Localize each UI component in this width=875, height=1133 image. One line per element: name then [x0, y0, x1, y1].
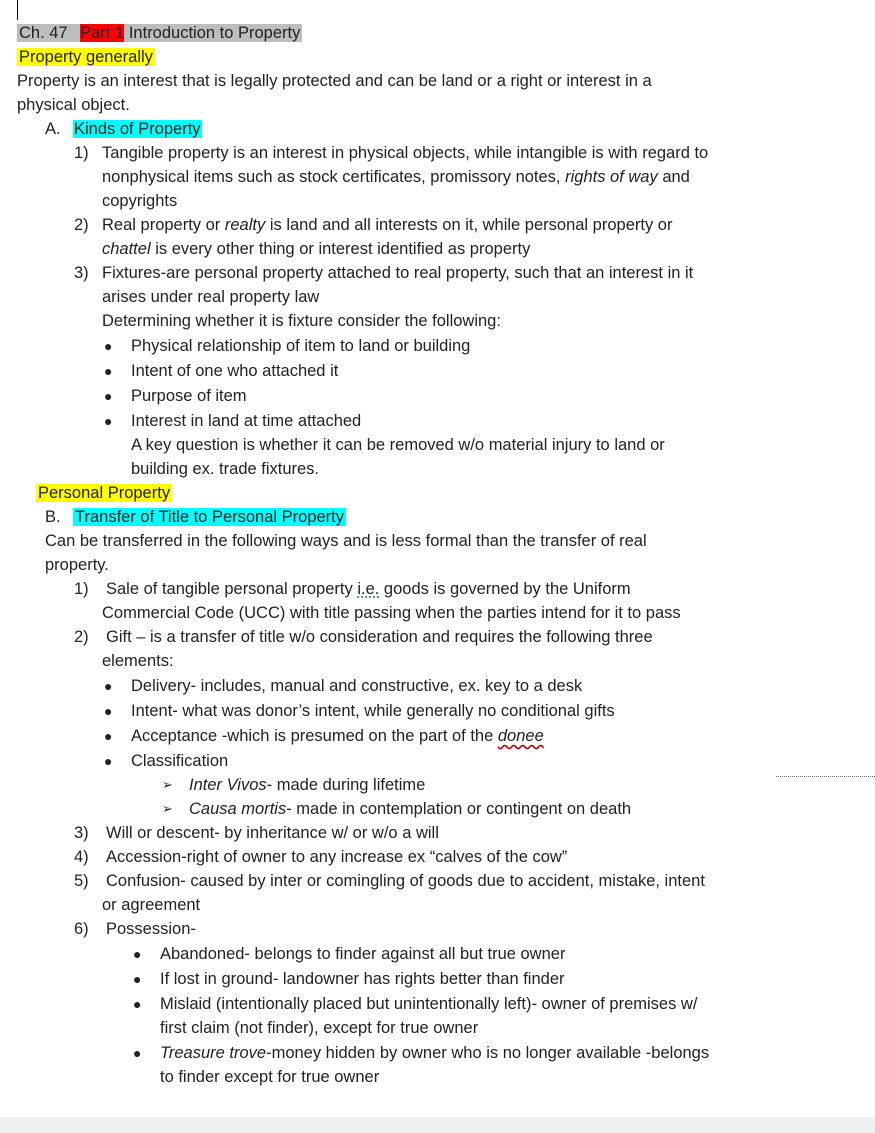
page-break-marker [776, 776, 875, 777]
key-question-line-2: building ex. trade fixtures. [131, 460, 320, 478]
bullet-icon: ● [104, 678, 113, 694]
arrow-bullet-icon: ➢ [162, 801, 173, 816]
fixture-factor: Purpose of item [131, 387, 247, 405]
text-cursor [17, 0, 18, 20]
confusion-line-2: or agreement [102, 896, 201, 914]
gift-element-intent: Intent- what was donor’s intent, while generally no conditional gifts [131, 702, 615, 720]
fixtures-line-1: Fixtures-are personal property attached to real property, such that an interest in it [102, 264, 694, 282]
possession: Possession- [106, 920, 196, 938]
bullet-icon: ● [104, 363, 113, 379]
transfer-intro-line-2: property. [45, 556, 109, 574]
classification-causa-mortis: Causa mortis- made in contemplation or contingent on death [189, 800, 632, 818]
bullet-icon: ● [104, 753, 113, 769]
possession-mislaid-line-1: Mislaid (intentionally placed but unintentionally left)- owner of premises w/ [160, 995, 698, 1013]
intro-text-line-1: Property is an interest that is legally protected and can be land or a right or interest in a [17, 72, 652, 90]
confusion-line-1: Confusion- caused by inter or comingling of goods due to accident, mistake, intent [106, 872, 705, 890]
section-b-marker: B. [45, 508, 61, 526]
item-number: 4) [74, 848, 89, 866]
will-or-descent: Will or descent- by inheritance w/ or w/o a will [106, 824, 439, 842]
key-question-line-1: A key question is whether it can be removed w/o material injury to land or [131, 436, 665, 454]
bullet-icon: ● [133, 996, 142, 1012]
chapter-title: Introduction to Property [128, 24, 301, 42]
item-number: 3) [74, 824, 89, 842]
bullet-icon: ● [104, 388, 113, 404]
accession: Accession-right of owner to any increase ex “calves of the cow” [106, 848, 568, 866]
item-number: 6) [74, 920, 89, 938]
fixtures-line-3: Determining whether it is fixture consider the following: [102, 312, 501, 330]
heading-kinds-of-property: Kinds of Property [74, 120, 201, 138]
heading-personal-property: Personal Property [38, 484, 171, 502]
transfer-intro-line-1: Can be transferred in the following ways and is less formal than the transfer of real [45, 532, 647, 550]
bullet-icon: ● [133, 946, 142, 962]
item-number: 2) [74, 216, 89, 234]
item-number: 3) [74, 264, 89, 282]
gift-element-acceptance: Acceptance -which is presumed on the part of the donee [131, 727, 544, 745]
classification-inter-vivos: Inter Vivos- made during lifetime [189, 776, 426, 794]
possession-lost: If lost in ground- landowner has rights better than finder [160, 970, 565, 988]
tangible-line-2: nonphysical items such as stock certificates, promissory notes, rights of way and [102, 168, 690, 186]
intro-text-line-2: physical object. [17, 96, 130, 114]
arrow-bullet-icon: ➢ [162, 777, 173, 792]
bullet-icon: ● [104, 728, 113, 744]
fixtures-line-2: arises under real property law [102, 288, 320, 306]
bullet-icon: ● [104, 413, 113, 429]
possession-treasure-trove-line-1: Treasure trove-money hidden by owner who is no longer available -belongs [160, 1044, 710, 1062]
section-a-marker: A. [45, 120, 61, 138]
bullet-icon: ● [104, 703, 113, 719]
gift-line-1: Gift – is a transfer of title w/o consideration and requires the following three [106, 628, 653, 646]
item-number: 1) [74, 580, 89, 598]
bullet-icon: ● [133, 1045, 142, 1061]
fixture-factor: Intent of one who attached it [131, 362, 339, 380]
possession-abandoned: Abandoned- belongs to finder against all but true owner [160, 945, 566, 963]
gift-line-2: elements: [102, 652, 174, 670]
gift-element-delivery: Delivery- includes, manual and constructive, ex. key to a desk [131, 677, 583, 695]
tangible-line-1: Tangible property is an interest in physical objects, while intangible is with regard to [102, 144, 709, 162]
realty-line-2: chattel is every other thing or interest identified as property [102, 240, 531, 258]
gift-classification: Classification [131, 752, 229, 770]
realty-line-1: Real property or realty is land and all interests on it, while personal property or [102, 216, 673, 234]
page-bottom-edge [0, 1117, 875, 1133]
part-label: Part 1 [80, 24, 125, 42]
item-number: 5) [74, 872, 89, 890]
sale-line-1: Sale of tangible personal property i.e. goods is governed by the Uniform [106, 580, 631, 598]
chapter-header [17, 21, 302, 45]
sale-line-2: Commercial Code (UCC) with title passing when the parties intend for it to pass [102, 604, 681, 622]
bullet-icon: ● [133, 971, 142, 987]
heading-property-generally: Property generally [19, 48, 153, 66]
possession-mislaid-line-2: first claim (not finder), except for true owner [160, 1019, 479, 1037]
bullet-icon: ● [104, 338, 113, 354]
fixture-factor: Physical relationship of item to land or building [131, 337, 471, 355]
chapter-label: Ch. 47 [19, 24, 68, 42]
fixture-factor: Interest in land at time attached [131, 412, 362, 430]
heading-transfer-of-title: Transfer of Title to Personal Property [75, 508, 345, 526]
item-number: 1) [74, 144, 89, 162]
item-number: 2) [74, 628, 89, 646]
possession-treasure-trove-line-2: to finder except for true owner [160, 1068, 380, 1086]
tangible-line-3: copyrights [102, 192, 178, 210]
